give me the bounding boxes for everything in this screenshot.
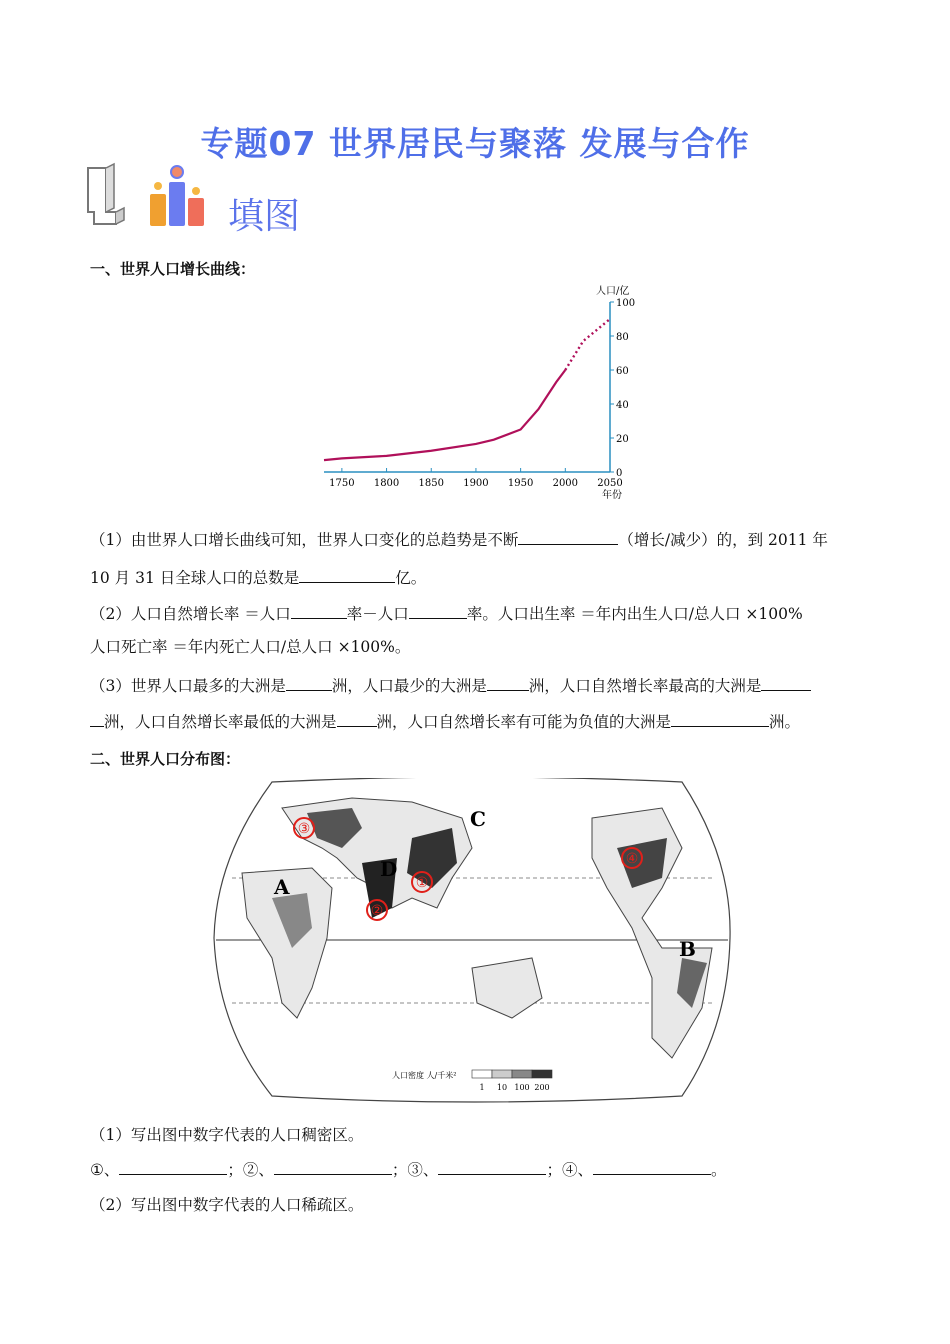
- y-tick-label: 40: [616, 400, 629, 411]
- y-tick-label: 100: [616, 298, 636, 309]
- population-growth-chart: [310, 280, 640, 502]
- map-label-c: C: [470, 807, 486, 831]
- marker-1: ①: [415, 875, 429, 891]
- section2-heading: 二、世界人口分布图：: [90, 750, 241, 768]
- s2-q2: （2）写出图中数字代表的人口稀疏区。: [90, 1196, 364, 1214]
- y-tick-label: 20: [616, 434, 629, 445]
- x-tick-label: 1750: [329, 478, 355, 489]
- q2-line2: 人口死亡率 ＝年内死亡人口/总人口 ×100%。: [90, 638, 411, 656]
- legend-value: 100: [514, 1083, 530, 1092]
- population-line: [324, 370, 565, 460]
- map-label-b: B: [679, 937, 696, 961]
- legend-value: 10: [496, 1083, 508, 1092]
- x-tick-label: 1800: [373, 478, 400, 489]
- x-axis-label: 年份: [602, 490, 622, 501]
- x-tick-label: 2050: [597, 478, 623, 489]
- s2-q1: （1）写出图中数字代表的人口稠密区。: [90, 1126, 364, 1144]
- q1-line1: （1）由世界人口增长曲线可知，世界人口变化的总趋势是不断 （增长/减少）的，到 2011 年: [90, 528, 870, 551]
- q3-line1: （3）世界人口最多的大洲是 洲，人口最少的大洲是 洲，人口自然增长率最高的大洲是: [90, 674, 870, 697]
- y-tick-label: 0: [616, 468, 623, 479]
- map-legend-title: 人口密度 人/千米²: [392, 1071, 457, 1080]
- section-badge-label: 填图: [228, 196, 301, 237]
- q2-line1: （2）人口自然增长率 ＝人口 率－人口 率。人口出生率 ＝年内出生人口/总人口 ×100%: [90, 602, 870, 625]
- marker-2: ②: [370, 903, 384, 919]
- q1-line2: 10 月 31 日全球人口的总数是 亿。: [90, 566, 870, 589]
- marker-3: ③: [297, 821, 311, 837]
- y-tick-label: 60: [616, 366, 629, 377]
- legend-value: 200: [534, 1083, 550, 1092]
- map-label-a: A: [274, 875, 290, 899]
- x-tick-label: 1900: [463, 478, 489, 489]
- legend-value: 1: [479, 1083, 485, 1092]
- world-population-map: [212, 778, 732, 1108]
- map-label-d: D: [380, 857, 398, 881]
- y-axis-label: 人口/亿: [596, 286, 630, 297]
- section1-heading: 一、世界人口增长曲线：: [90, 260, 256, 278]
- x-tick-label: 2000: [552, 478, 579, 489]
- page-title: 专题07 世界居民与聚落 发展与合作: [200, 124, 750, 163]
- s2-q1-blanks: ①、 ；②、 ；③、 ；④、 。: [90, 1158, 870, 1181]
- projection-line: [565, 319, 610, 370]
- x-tick-label: 1950: [507, 478, 534, 489]
- x-tick-label: 1850: [418, 478, 444, 489]
- q3-line2: 洲，人口自然增长率最低的大洲是 洲，人口自然增长率有可能为负值的大洲是 洲。: [90, 710, 870, 733]
- marker-4: ④: [625, 851, 639, 867]
- y-tick-label: 80: [616, 332, 629, 343]
